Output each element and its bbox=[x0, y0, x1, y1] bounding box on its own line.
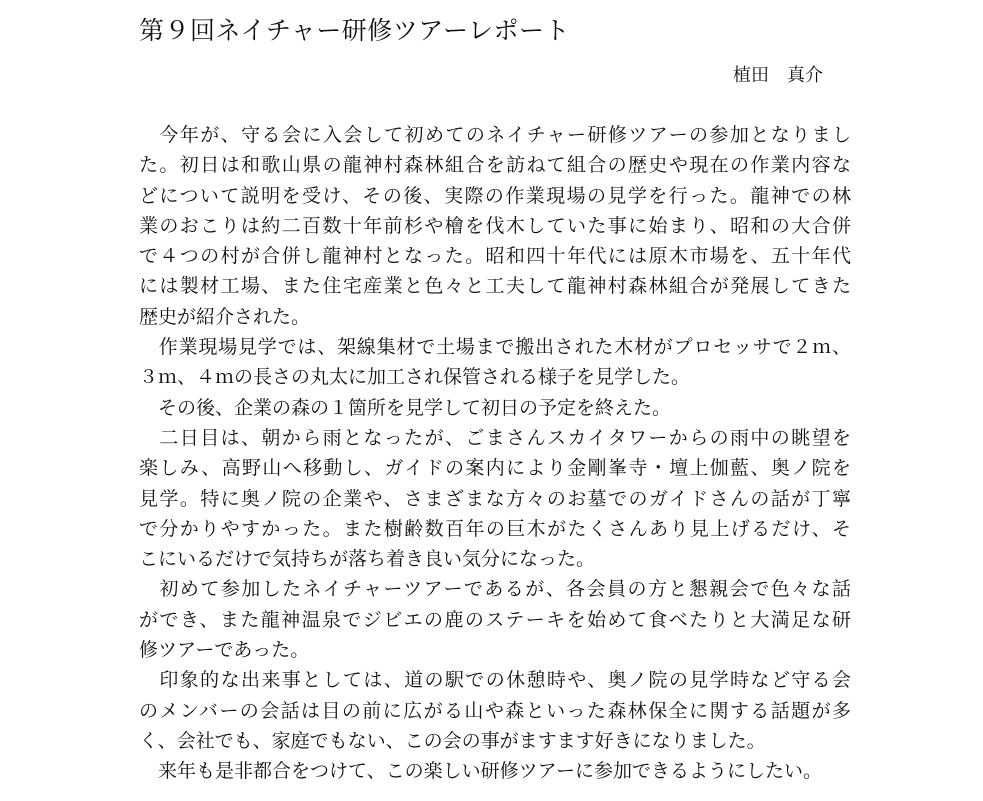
text-line: には製材工場、また住宅産業と色々と工夫して龍神村森林組合が発展してきた bbox=[139, 275, 851, 298]
text-line: 歴史が紹介された。 bbox=[139, 305, 311, 328]
page-title: 第９回ネイチャー研修ツアーレポート bbox=[139, 16, 571, 45]
text-line: で分かりやすかった。また樹齢数百年の巨木がたくさんあり見上げるだけ、そ bbox=[139, 517, 851, 540]
text-line: 初めて参加したネイチャーツアーであるが、各会員の方と懇親会で色々な話 bbox=[139, 578, 851, 601]
text-line: く、会社でも、家庭でもない、この会の事がますます好きになりました。 bbox=[139, 729, 766, 752]
text-line: こにいるだけで気持ちが落ち着き良い気分になった。 bbox=[139, 548, 596, 571]
text-line: 今年が、守る会に入会して初めてのネイチャー研修ツアーの参加となりまし bbox=[139, 124, 851, 146]
author-name: 植田 真介 bbox=[733, 65, 823, 86]
text-line: ３ｍ、４ｍの長さの丸太に加工され保管される様子を見学した。 bbox=[139, 366, 691, 389]
text-line: 楽しみ、高野山へ移動し、ガイドの案内により金剛峯寺・壇上伽藍、奥ノ院を bbox=[139, 457, 851, 480]
text-line: 業のおこりは約二百数十年前杉や檜を伐木していた事に始まり、昭和の大合併 bbox=[139, 214, 851, 237]
text-line: のメンバーの会話は目の前に広がる山や森といった森林保全に関する話題が多 bbox=[139, 699, 851, 722]
text-line: 二日目は、朝から雨となったが、ごまさんスカイタワーからの雨中の眺望を bbox=[139, 426, 851, 449]
text-line: その後、企業の森の１箇所を見学して初日の予定を終えた。 bbox=[139, 396, 672, 419]
text-line: で４つの村が合併し龍神村となった。昭和四十年代には原木市場を、五十年代 bbox=[139, 245, 851, 268]
text-line: 作業現場見学では、架線集材で土場まで搬出された木材がプロセッサで２ｍ、 bbox=[139, 336, 851, 359]
report-body bbox=[139, 120, 851, 787]
text-line: 修ツアーであった。 bbox=[139, 639, 310, 662]
text-line: 来年も是非都合をつけて、この楽しい研修ツアーに参加できるようにしたい。 bbox=[139, 760, 823, 783]
text-line: た。初日は和歌山県の龍神村森林組合を訪ねて組合の歴史や現在の作業内容な bbox=[139, 154, 851, 177]
text-line: ができ、また龍神温泉でジビエの鹿のステーキを始めて食べたりと大満足な研 bbox=[139, 608, 851, 631]
text-line: どについて説明を受け、その後、実際の作業現場の見学を行った。龍神での林 bbox=[139, 184, 851, 207]
text-line: 見学。特に奥ノ院の企業や、さまざまな方々のお墓でのガイドさんの話が丁寧 bbox=[139, 487, 851, 510]
text-line: 印象的な出来事としては、道の駅での休憩時や、奥ノ院の見学時など守る会 bbox=[139, 669, 851, 692]
